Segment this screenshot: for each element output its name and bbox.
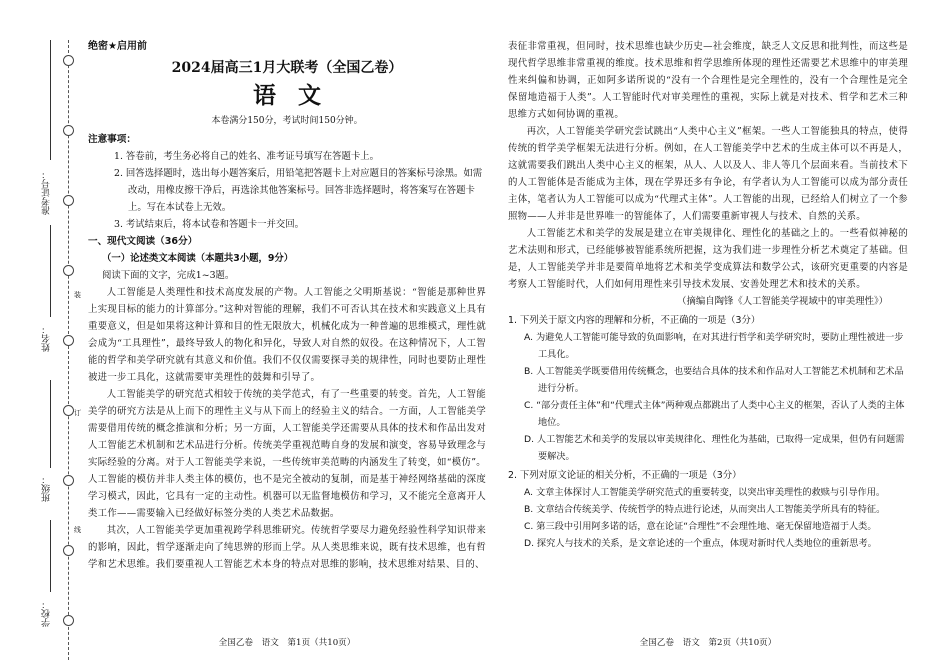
- article-continuation: 表征非常重视，但同时，技术思维也缺少历史—社会维度，缺乏人文反思和批判性，而这些是现代哲学思维非常重视的维度。技术思维和哲学思维所体现的理性还需要艺术思维中的审美理性来纠偏和协调，正如阿多诺所说的“没有一个合理性是完全理性的，没有一个合理性是完全保留地造福于人类”。人工智能时代对审美理性的重视，实际上就是对技术、哲学和艺术三种思维方式如何协调的重视。: [508, 41, 908, 120]
- right-column: [508, 38, 908, 552]
- question-option: D. 人工智能艺术和美学的发展以审美规律化、理性化为基础，已取得一定成果，但仍有问题需要解决。: [524, 434, 905, 462]
- cut-mark: 线: [74, 526, 81, 534]
- article-source: （摘编自陶锋《人工智能美学视域中的审美理性》）: [677, 296, 888, 307]
- exam-title: 2024届高三1月大联考（全国乙卷）: [171, 60, 403, 76]
- question-option: C. 第三段中引用阿多诺的话，意在论证“合理性”不会理性地、毫无保留地造福于人类。: [524, 521, 877, 532]
- binding-hole: [63, 125, 74, 136]
- class-label: 班级：: [42, 475, 52, 502]
- page-footer-left: 全国乙卷 语文 第1页（共10页）: [218, 638, 356, 648]
- article-paragraph: 人工智能美学的研究范式相较于传统的美学范式，有了一些重要的转变。首先，人工智能美学的研究方法是从上而下的理性主义与从下而上的经验主义的结合。一方面，人工智能美学需要借用传统的概念推演和分析；另一方面，人工智能美学还需要从具体的技术和作品出发对人工智能艺术机制和艺术品进行分析。传统美学重视范畴自身的发展和演变，容易导致理念与实际经验的分离。对于人工智能美学来说，一些传统审美范畴的内涵发生了转变，如“模仿”。人工智能的模仿并非人类主体的模仿，也不是完全被动的复制，而是基于神经网络基础的深度学习模式，因此，它具有一定的主动性。机器可以无监督地模仿和学习，又不能完全意离开人类工作——需要输入已经做好标签分类的人类艺术品数据。: [88, 389, 486, 519]
- binding-hole: [63, 475, 74, 486]
- binding-hole: [63, 335, 74, 346]
- article-paragraph: 人工智能艺术和美学的发展是建立在审美规律化、理性化的基础之上的。一些看似神秘的艺术法则和形式，已经能够被智能系统所把握，这为我们进一步理性分析艺术奠定了基础。但是，人工智能美学并非是要简单地将艺术和美学变成算法和数学公式，该研究更重要的内容是考察人工智能时代，人们如何用理性来引导技术发展、安善处理艺术和技术的关系。: [508, 228, 908, 290]
- question-stem: 1. 下列关于原文内容的理解和分析，不正确的一项是（3分）: [508, 315, 761, 326]
- question-option: B. 人工智能美学既要借用传统概念，也要结合具体的技术和作品对人工智能艺术机制和艺术品进行分析。: [524, 366, 904, 394]
- name-label: 姓名：: [42, 325, 52, 352]
- article-paragraph: 其次，人工智能美学更加重视跨学科思维研究。传统哲学要尽力避免经验性科学知识带来的影响，因此，哲学逐渐走向了纯思辨的形而上学。从人类思维来说，既有技术思维，也有哲学和艺术思维。我们要重视人工智能艺术本身的特点对思维的影响，技术思维对结果、目的、: [88, 525, 486, 570]
- question-stem: 2. 下列对原文论证的相关分析，不正确的一项是（3分）: [508, 470, 742, 481]
- name-line: [50, 225, 51, 317]
- article-paragraph: 再次，人工智能美学研究尝试跳出“人类中心主义”框架。一些人工智能独具的特点，使得传统的哲学美学框架无法进行分析。例如，在人工智能美学中艺术的生成主体可以不再是人，这就需要我们跳出人类中心主义的框架，从人、人以及人、非人等几个层面来看。当前技术下的人工智能体是否能成为主体，现在学界还多有争论，有学者认为人工智能可以成为部分责任主体，笔者认为人工智能可以成为“代理式主体”。人工智能的出现，已经给人们树立了一个参照物——人并非是世界唯一的智能体了，人们需要重新审视人与技术、自然的关系。: [508, 126, 908, 222]
- article-paragraph: 人工智能是人类理性和技术高度发展的产物。人工智能之父明斯基说：“智能是那种世界上实现目标的能力的计算部分。”这种对智能的理解，我们不可否认其在技术和实践意义上具有重要意义，但是如果将这种计算和目的性无限放大，机械化成为一种普遍的思维模式，理性就会成为“工具理性”，最终导致人的物化和异化，导致人对自然的奴役。在这种情况下，人工智能的哲学和美学研究就有其意义和价值。我们不仅仅需要探寻美的规律性，同时也要防止理性被进一步工具化，这就需要审美理性的鼓舞和引导了。: [88, 287, 486, 383]
- question-option: C. “部分责任主体”和“代理式主体”两种观点都跳出了人类中心主义的框架，否认了人类的主体地位。: [524, 400, 905, 428]
- school-label: 学校：: [42, 600, 52, 627]
- binding-hole: [63, 265, 74, 276]
- question-option: A. 为避免人工智能可能导致的负面影响，在对其进行哲学和美学研究时，要防止理性被进一步工具化。: [524, 332, 904, 360]
- binding-hole: [63, 405, 74, 416]
- subject-title: 语文: [253, 83, 343, 109]
- binding-hole: [63, 545, 74, 556]
- section-subtitle: （一）论述类文本阅读（本题共3小题，9分）: [102, 253, 294, 264]
- exam-number-label: 准考证号：: [42, 170, 52, 215]
- notes-title: 注意事项：: [88, 134, 136, 145]
- binding-hole: [63, 55, 74, 66]
- note-item: 2. 回答选择题时，选出每小题答案后，用铅笔把答题卡上对应题目的答案标号涂黑。如需改动，用橡皮擦干净后，再选涂其他答案标号。回答非选择题时，将答案写在答题卡上。写在本试卷上无效。: [114, 168, 483, 213]
- section-title: 一、现代文阅读（36分）: [88, 236, 198, 247]
- question-option: A. 文章主体探讨人工智能美学研究范式的重要转变，以突出审美理性的救赎与引导作用。: [524, 487, 886, 498]
- binding-margin: [0, 0, 80, 671]
- secret-label: 绝密★启用前: [88, 41, 147, 52]
- binding-hole: [63, 195, 74, 206]
- exam-number-line: [50, 40, 51, 160]
- cut-mark: 装: [74, 291, 81, 299]
- exam-meta: 本卷满分150分，考试时间150分钟。: [211, 116, 363, 126]
- note-item: 3. 考试结束后，将本试卷和答题卡一并交回。: [114, 219, 305, 230]
- left-column: [88, 38, 486, 573]
- school-line: [50, 520, 51, 592]
- page-footer-right: 全国乙卷 语文 第2页（共10页）: [639, 638, 777, 648]
- note-item: 1. 答卷前，考生务必将自己的姓名、准考证号填写在答题卡上。: [114, 151, 380, 162]
- reading-instruction: 阅读下面的文字，完成1~3题。: [102, 270, 235, 281]
- class-line: [50, 380, 51, 468]
- question-option: B. 文章结合传统美学、传统哲学的特点进行论述，从而突出人工智能美学所具有的特征。: [524, 504, 886, 515]
- question-option: D. 探究人与技术的关系，是文章论述的一个重点，体现对新时代人类地位的重新思考。: [524, 538, 877, 549]
- cut-mark: 订: [74, 409, 81, 417]
- binding-hole: [63, 615, 74, 626]
